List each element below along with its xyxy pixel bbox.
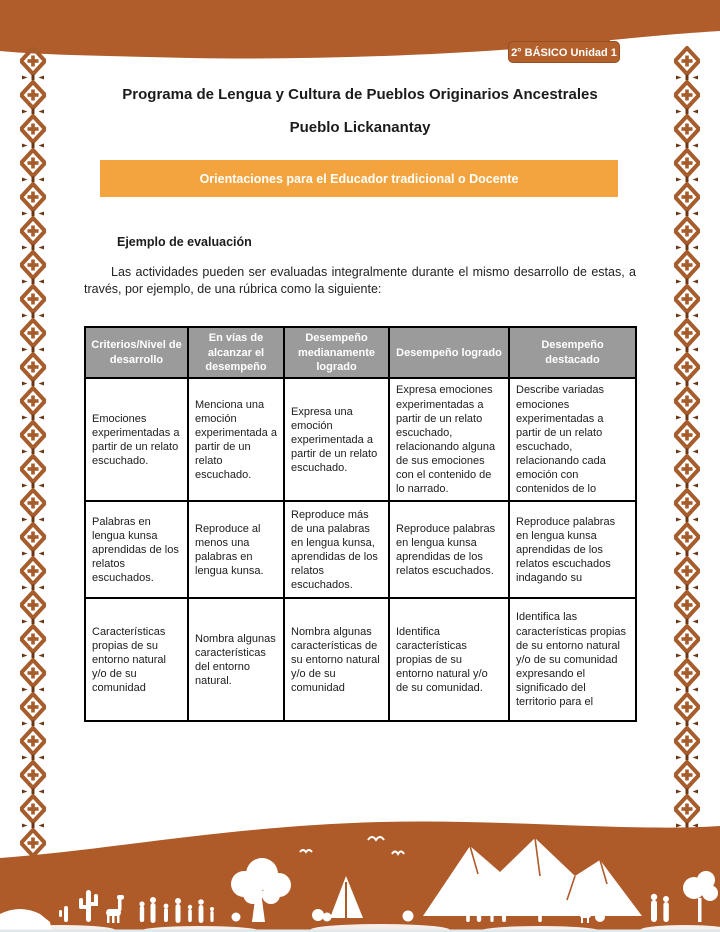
rubric-cell xyxy=(284,598,389,721)
section-heading: Ejemplo de evaluación xyxy=(117,235,252,249)
rubric-header-cell: Desempeño destacado xyxy=(509,327,636,378)
cell-text: Expresa una emoción experimentada a partir de un relato escuchado. xyxy=(291,405,378,474)
rubric-cell xyxy=(509,501,636,598)
footer-landscape-illustration xyxy=(0,814,720,932)
rubric-cell xyxy=(284,501,389,598)
rubric-cell xyxy=(85,378,188,501)
intro-paragraph: Las actividades pueden ser evaluadas integralmente durante el mismo desarrollo de estas, a través, por ejemplo, de una rúbrica como la siguiente: xyxy=(84,265,636,296)
table-row xyxy=(85,598,636,721)
cell-text: Reproduce palabras en lengua kunsa aprendidas de los relatos escuchados. xyxy=(396,522,496,577)
rubric-header-cell: En vías de alcanzar el desempeño xyxy=(188,327,284,378)
rubric-cell xyxy=(389,378,509,501)
table-row xyxy=(85,501,636,598)
rubric-header-cell: Desempeño medianamente logrado xyxy=(284,327,389,378)
cell-text: Expresa emociones experimentadas a partir de un relato escuchado, relacionando alguna de sus emociones con el contenido de lo narrado. xyxy=(396,384,496,495)
cell-text: Reproduce más de una palabras en lengua kunsa, aprendidas de los relatos escuchados. xyxy=(291,508,378,591)
content-column xyxy=(84,86,636,722)
rubric-cell xyxy=(85,501,188,598)
rubric-header-cell: Desempeño logrado xyxy=(389,327,509,378)
right-border-pattern-icon xyxy=(674,46,700,858)
cell-text: Menciona una emoción experimentada a partir de un relato escuchado. xyxy=(195,398,277,481)
cell-text: Nombra algunas características del entorno natural. xyxy=(195,632,276,687)
page-title: Programa de Lengua y Cultura de Pueblos Originarios Ancestrales xyxy=(122,86,598,103)
rubric-header-row xyxy=(85,327,636,378)
rubric-cell xyxy=(188,378,284,501)
orientation-banner xyxy=(100,160,618,197)
cell-text: Describe variadas emociones experimentadas a partir de un relato escuchado, relacionando cada emoción con contenidos de lo xyxy=(516,384,606,495)
rubric-cell xyxy=(389,598,509,721)
cell-text: Reproduce al menos una palabras en lengua kunsa. xyxy=(195,522,264,577)
cell-text: Características propias de su entorno natural y/o de su comunidad xyxy=(92,625,166,694)
cell-text: Palabras en lengua kunsa aprendidas de los relatos escuchados. xyxy=(92,515,179,584)
rubric-cell xyxy=(85,598,188,721)
cell-text: Nombra algunas características de su entorno natural y/o de su comunidad xyxy=(291,625,380,694)
rubric-table xyxy=(84,326,637,722)
rubric-cell xyxy=(284,378,389,501)
people-silhouettes xyxy=(139,897,214,923)
table-row xyxy=(85,378,636,501)
rubric-cell xyxy=(389,501,509,598)
rubric-header-cell: Criterios/Nivel de desarrollo xyxy=(85,327,188,378)
rubric-cell xyxy=(188,501,284,598)
rubric-cell xyxy=(509,598,636,721)
left-border-pattern-icon xyxy=(20,46,46,858)
rubric-cell xyxy=(188,598,284,721)
cell-text: Identifica las características propias de su entorno natural y/o de su comunidad expresando el significado del territorio para el xyxy=(516,611,627,708)
cell-text: Emociones experimentadas a partir de un relato escuchado. xyxy=(92,412,180,467)
orientation-banner-label: Orientaciones para el Educador tradicional o Docente xyxy=(199,171,519,186)
unit-badge: 2° BÁSICO Unidad 1 xyxy=(508,41,620,63)
page-subtitle: Pueblo Lickanantay xyxy=(289,119,431,136)
cell-text: Reproduce palabras en lengua kunsa aprendidas de los relatos escuchados indagando su xyxy=(516,515,616,584)
rubric-cell xyxy=(509,378,636,501)
cell-text: Identifica características propias de su entorno natural y/o de su comunidad. xyxy=(396,625,488,694)
